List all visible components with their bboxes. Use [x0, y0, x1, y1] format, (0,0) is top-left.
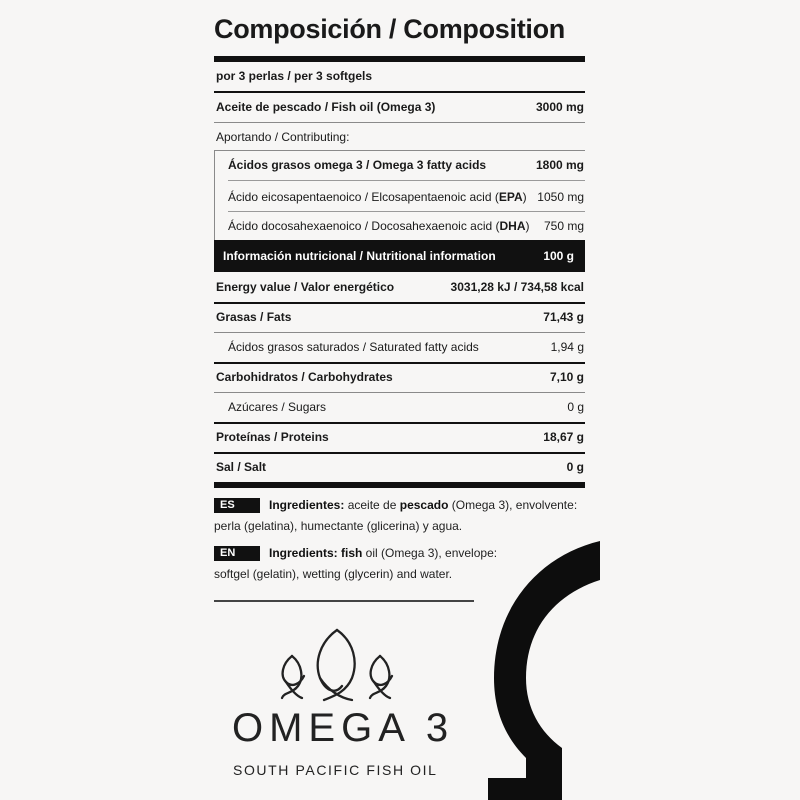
omega3-row: [214, 150, 585, 180]
omega3-label: Ácidos grasos omega 3 / Omega 3 fatty acids: [228, 158, 487, 172]
epa-abbr: EPA: [498, 190, 523, 204]
ingredients-en-line2: softgel (gelatin), wetting (glycerin) and water.: [214, 567, 453, 581]
serving-label: por 3 perlas / per 3 softgels: [216, 69, 373, 83]
contributing-label: Aportando / Contributing:: [216, 130, 350, 144]
ingredients-es-text: (Omega 3), envolvente:: [448, 498, 578, 512]
omega3-value: 1800 mg: [535, 158, 584, 172]
dha-abbr: DHA: [499, 219, 526, 233]
ingredients-es-bold: pescado: [399, 498, 449, 512]
ingredients-en-heading: Ingredients:: [269, 546, 338, 560]
lang-tag-es: ES: [214, 498, 260, 513]
ingredients-es-line2: perla (gelatina), humectante (glicerina) y agua.: [214, 519, 463, 533]
proteins-value: 18,67 g: [543, 430, 584, 444]
fish-oil-label: Aceite de pescado / Fish oil (Omega 3): [216, 100, 436, 114]
energy-row: [214, 272, 585, 302]
ingredients-en-bold: fish: [337, 546, 363, 560]
energy-value: 3031,28 kJ / 734,58 kcal: [450, 280, 584, 294]
contributing-row: [214, 122, 585, 152]
fish-oil-row: [214, 92, 585, 122]
brand-tagline: SOUTH PACIFIC FISH OIL: [233, 762, 438, 778]
fats-value: 71,43 g: [543, 310, 584, 324]
nutrition-header: [214, 240, 585, 272]
ingredients-es-text: aceite de: [344, 498, 400, 512]
dha-row: [214, 211, 585, 241]
epa-label-close: ): [522, 190, 527, 204]
epa-value: 1050 mg: [537, 190, 584, 204]
lang-tag-en: EN: [214, 546, 260, 561]
omega-symbol-icon: [476, 536, 600, 800]
sugars-value: 0 g: [567, 400, 584, 414]
ingredients-rule: [214, 600, 474, 602]
epa-label: [214, 190, 527, 204]
carbs-label: Carbohidratos / Carbohydrates: [216, 370, 393, 384]
dha-label-text: Ácido docosahexaenoico / Docosahexaenoic acid (: [228, 219, 500, 233]
fish-logo-icon: [276, 626, 398, 702]
saturated-label: Ácidos grasos saturados / Saturated fatty acids: [228, 340, 479, 354]
nutrition-header-value: 100 g: [543, 249, 574, 263]
carbs-row: [214, 362, 585, 392]
salt-row: [214, 452, 585, 482]
dha-value: 750 mg: [543, 219, 584, 233]
epa-row: [214, 182, 585, 212]
brand-name: OMEGA 3: [232, 706, 455, 750]
fats-label: Grasas / Fats: [216, 310, 292, 324]
ingredients-es: [214, 495, 586, 537]
table-bottom-rule: [214, 482, 585, 488]
sugars-label: Azúcares / Sugars: [228, 400, 327, 414]
serving-row: [214, 62, 585, 90]
salt-value: 0 g: [566, 460, 584, 474]
proteins-label: Proteínas / Proteins: [216, 430, 329, 444]
ingredients-es-heading: Ingredientes:: [269, 498, 345, 512]
saturated-row: [214, 332, 585, 362]
fats-row: [214, 302, 585, 332]
saturated-value: 1,94 g: [550, 340, 584, 354]
dha-label-close: ): [525, 219, 530, 233]
divider: [228, 180, 585, 181]
page-title: Composición / Composition: [214, 14, 565, 44]
epa-label-text: Ácido eicosapentaenoico / Elcosapentaenoic acid (: [228, 190, 499, 204]
fish-oil-value: 3000 mg: [535, 100, 584, 114]
ingredients-en-text: oil (Omega 3), envelope:: [362, 546, 498, 560]
energy-label: Energy value / Valor energético: [216, 280, 395, 294]
sugars-row: [214, 392, 585, 422]
proteins-row: [214, 422, 585, 452]
carbs-value: 7,10 g: [549, 370, 584, 384]
dha-label: [214, 219, 530, 233]
salt-label: Sal / Salt: [216, 460, 267, 474]
nutrition-header-label: Información nutricional / Nutritional information: [223, 249, 496, 263]
